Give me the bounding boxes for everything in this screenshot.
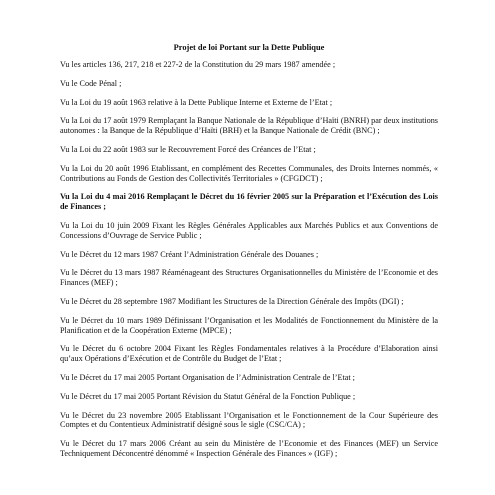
document-paragraph: Vu le Décret du 23 novembre 2005 Etablissant l’Organisation et le Fonctionnement de la Cour Supérieure des Comptes et du Contentieux Administratif désigné sous le sigle (CSC/CA) ; (60, 410, 438, 430)
document-page (60, 43, 438, 468)
document-paragraph: Vu le Décret du 10 mars 1989 Définissant l’Organisation et les Modalités de Fonctionnement du Ministère de la Planification et de la Coopération Externe (MPCE) ; (60, 315, 438, 335)
document-paragraph: Vu le Décret du 12 mars 1987 Créant l’Administration Générale des Douanes ; (60, 249, 319, 259)
document-paragraph: Vu la Loi du 22 août 1983 sur le Recouvrement Forcé des Créances de l’Etat ; (60, 144, 316, 154)
document-paragraph: Vu le Décret du 17 mai 2005 Portant Révision du Statut Général de la Fonction Publique ; (60, 391, 356, 401)
document-paragraph: Vu les articles 136, 217, 218 et 227-2 de la Constitution du 29 mars 1987 amendée ; (60, 60, 336, 69)
document-paragraph: Vu la Loi du 17 août 1979 Remplaçant la Banque Nationale de la République d’Haïti (BNRH) par deux institutions autonomes : la Banque de la République d’Haïti (BRH) et la Banque Nationale de Crédit (BNC) ; (60, 116, 438, 136)
document-paragraph: Vu le Décret du 6 octobre 2004 Fixant les Règles Fondamentales relatives à la Procédure d’Elaboration ainsi qu’aux Opérations d’Exécution et de Contrôle du Budget de l’Etat ; (60, 344, 438, 364)
document-paragraph: Vu le Décret du 17 mai 2005 Portant Organisation de l’Administration Centrale de l’Etat ; (60, 372, 355, 382)
document-title: Projet de loi Portant sur la Dette Publique (173, 43, 325, 52)
document-paragraph: Vu la Loi du 19 août 1963 relative à la Dette Publique Interne et Externe de l’Etat ; (60, 97, 333, 107)
document-paragraph: Vu la Loi du 20 août 1996 Etablissant, en complément des Recettes Communales, des Droits Internes nommés, « Contributions au Fonds de Gestion des Collectivités Territoriales » (CFGDCT) ; (60, 163, 438, 183)
document-paragraph: Vu le Décret du 13 mars 1987 Réaménageant des Structures Organisationnelles du Ministère de l’Economie et des Finances (MEF) ; (60, 268, 438, 288)
document-paragraph: Vu la Loi du 4 mai 2016 Remplaçant le Décret du 16 février 2005 sur la Préparation et l’Exécution des Lois de Finances ; (60, 192, 438, 212)
document-paragraph: Vu le Décret du 28 septembre 1987 Modifiant les Structures de la Direction Générale des Impôts (DGI) ; (60, 296, 404, 306)
paragraph-list (60, 60, 438, 459)
document-paragraph: Vu la Loi du 10 juin 2009 Fixant les Règles Générales Applicables aux Marchés Publics et aux Conventions de Concessions d’Ouvrage de Service Public ; (60, 220, 438, 240)
document-paragraph: Vu le Décret du 17 mars 2006 Créant au sein du Ministère de l’Economie et des Finances (MEF) un Service Techniquement Déconcentré dénommé « Inspection Générale des Finances » (IGF) ; (60, 439, 438, 458)
document-paragraph: Vu le Code Pénal ; (60, 78, 122, 88)
